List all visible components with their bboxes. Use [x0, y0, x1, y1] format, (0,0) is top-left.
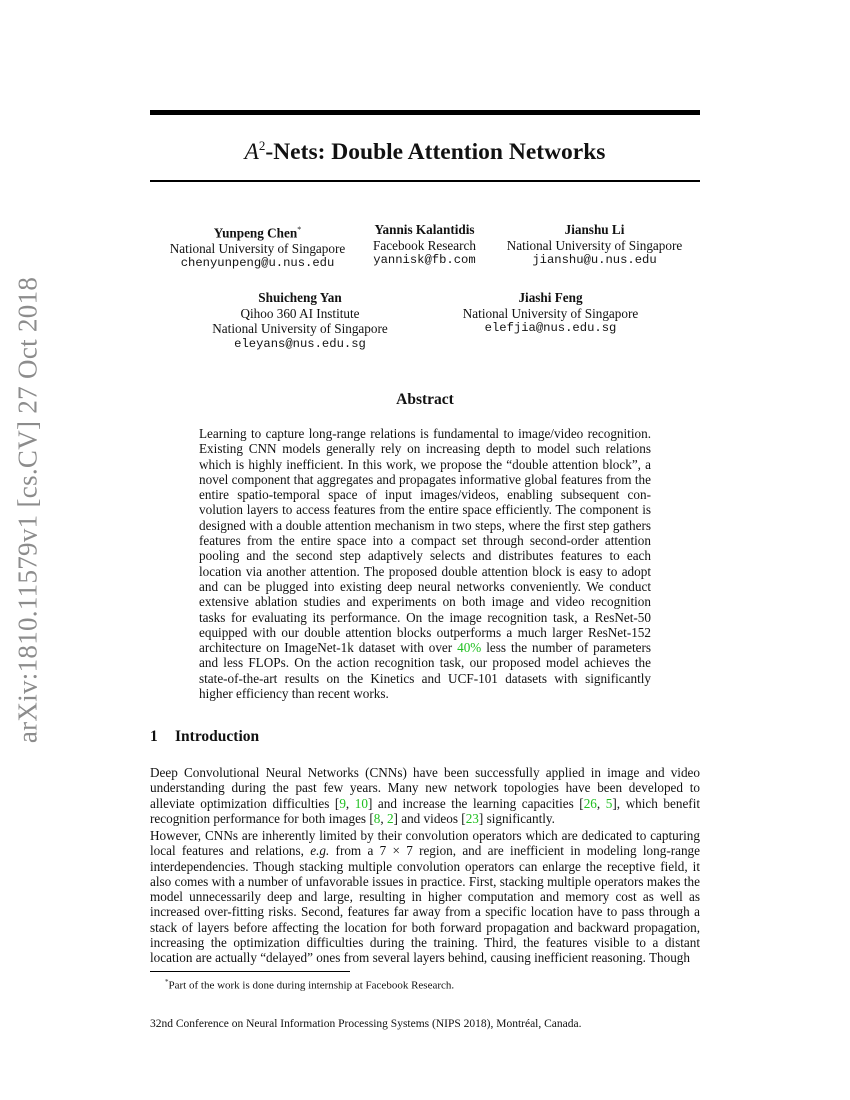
citation-link[interactable]: 23 — [465, 810, 479, 826]
arxiv-id-text: arXiv:1810.11579v1 [cs.CV] 27 Oct 2018 — [12, 276, 43, 744]
author-block — [362, 222, 487, 269]
author-email[interactable]: eleyans@nus.edu.sg — [234, 336, 366, 351]
title-bottom-rule — [150, 180, 700, 182]
footnote-mark: * — [165, 978, 169, 986]
arxiv-stamp — [8, 276, 48, 744]
author-email[interactable]: yannisk@fb.com — [373, 253, 476, 267]
author-name: Jiashi Feng — [518, 290, 583, 305]
author-name: Yunpeng Chen* — [213, 225, 302, 241]
author-affiliation: National University of Singapore — [212, 321, 388, 336]
author-block — [155, 222, 360, 272]
title-text: -Nets: Double Attention Networks — [265, 138, 606, 165]
section-heading-introduction — [150, 728, 259, 746]
citation-link[interactable]: 8 — [373, 810, 381, 826]
author-affiliation: National University of Singapore — [506, 237, 683, 253]
abstract-text: Learning to capture long-range relations is fundamental to image/video recognition. Existing CNN models generally rely on increasing depth to model such relations which is highly inefficient. In this work, we propose the “double attention block”, a novel component that aggregates and propagates informative global features from the entire spatio-temporal space of input images/videos, enabling subsequent convolution layers to access features from the entire space efficiently. The component is designed with a double attention mechanism in two steps, where the first step gathers features from the entire space into a compact set through second-order attention pooling and the second step adaptively selects and distributes features to each location via another attention. The proposed double attention block is easy to adopt and can be plugged into existing deep neural networks conveniently. We conduct extensive ablation studies and experiments on both image and video recognition tasks for evaluating its performance. On the image recognition task, a ResNet-50 equipped with our double attention blocks outperforms a much larger ResNet-152 architecture on ImageNet-1k dataset with over — [199, 426, 651, 656]
author-affiliation: Qihoo 360 AI Institute — [240, 305, 360, 321]
italic-eg: e.g. — [310, 843, 330, 859]
abstract-body — [199, 426, 651, 701]
author-block — [200, 290, 400, 352]
citation-link[interactable]: 9 — [339, 795, 346, 811]
author-name: Shuicheng Yan — [258, 290, 342, 305]
venue-line: 32nd Conference on Neural Information Processing Systems (NIPS 2018), Montréal, Canada. — [150, 1018, 582, 1030]
author-affiliation: National University of Singapore — [169, 240, 346, 256]
title-top-rule — [150, 110, 700, 115]
title-superscript: 2 — [258, 138, 266, 153]
author-email[interactable]: elefjia@nus.edu.sg — [484, 321, 617, 335]
footnote-rule — [150, 971, 350, 972]
footnote — [165, 978, 454, 992]
author-email[interactable]: jianshu@u.nus.edu — [532, 253, 657, 267]
intro-paragraph-1: Deep Convolutional Neural Networks (CNNs) have been successfully applied in image and video understanding during the past few years. Many new network topologies have been developed to alleviate optimization difficulties [9, 10] and increase the learning capacities [26, 5], which benefit recognition performance for both images [8, 2] and videos [23] significantly. — [150, 765, 701, 826]
section-number: 1 — [150, 728, 158, 745]
footnote-text: Part of the work is done during internship at Facebook Research. — [168, 979, 455, 992]
footnote-mark: * — [297, 225, 302, 234]
author-name: Jianshu Li — [564, 222, 625, 237]
author-block — [492, 222, 697, 269]
paper-title — [150, 138, 700, 166]
abstract-heading: Abstract — [396, 391, 454, 408]
citation-link[interactable]: 10 — [354, 795, 368, 811]
section-title: Introduction — [175, 728, 260, 745]
abstract-percentage: 40% — [457, 640, 482, 656]
intro-paragraph-2: However, CNNs are inherently limited by their convolution operators which are dedicated to capturing local features and relations, e.g. from a 7 × 7 region, and are inefficient in modeling long-range interdependencies. Though stacking multiple convolution operators can enlarge the receptive field, it also comes with a number of unfavorable issues in practice. First, stacking multiple operators makes the model unnecessarily deep and large, resulting in higher computation and memory cost as well as increased over-fitting risks. Second, features far away from a specific location have to pass through a stack of layers before affecting the location for both forward propagation and backward propagation, increasing the optimization difficulties during the training. Third, the features visible to a distant location are actually “delayed” ones from several layers behind, causing inefficient reasoning. Though — [150, 828, 701, 966]
author-name: Yannis Kalantidis — [374, 222, 475, 237]
author-email[interactable]: chenyunpeng@u.nus.edu — [180, 256, 335, 271]
title-math-symbol: A — [244, 138, 259, 165]
citation-link[interactable]: 5 — [605, 795, 613, 811]
citation-link[interactable]: 2 — [386, 810, 394, 826]
abstract-text: less the number of parameters and less FLOPs. On the action recognition task, our proposed model achieves the state-of-the-art results on the Kinetics and UCF-101 datasets with significantly higher efficiency than recent works. — [199, 640, 651, 702]
author-block — [448, 290, 653, 337]
author-affiliation: National University of Singapore — [462, 305, 639, 321]
author-affiliation: Facebook Research — [373, 237, 476, 253]
citation-link[interactable]: 26 — [583, 795, 597, 811]
